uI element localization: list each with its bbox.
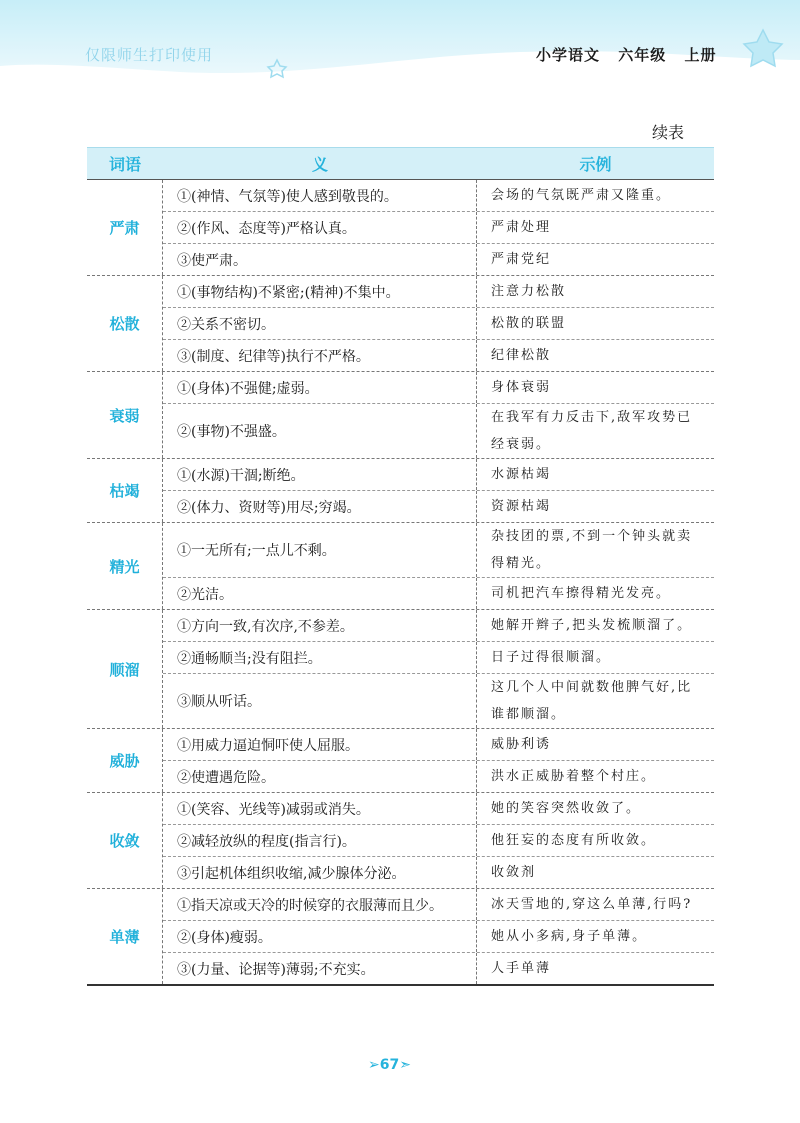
word-term: 严肃 [87,180,163,275]
example-cell: 洪水正威胁着整个村庄。 [491,769,657,784]
table-row [163,610,714,641]
example-cell: 严肃处理 [491,220,552,235]
example-cell: 她的笑容突然收敛了。 [491,801,642,816]
meaning-cell: ①指天凉或天冷的时候穿的衣服薄而且少。 [163,889,477,920]
table-row [163,641,714,673]
meaning-cell: ①(水源)干涸;断绝。 [163,459,477,490]
example-cell: 人手单薄 [491,961,552,976]
example-cell: 纪律松散 [491,348,552,363]
meaning-cell: ②减轻放纵的程度(指言行)。 [163,825,477,856]
example-cell: 这几个人中间就数他脾气好,比谁都顺溜。 [491,680,693,722]
meaning-cell: ①方向一致,有次序,不参差。 [163,610,477,641]
example-cell: 冰天雪地的,穿这么单薄,行吗? [491,897,693,912]
meaning-cell: ②关系不密切。 [163,308,477,339]
header-example: 示例 [579,155,612,174]
table-row [163,180,714,211]
table-row [163,824,714,856]
example-cell: 她解开辫子,把头发梳顺溜了。 [491,618,693,633]
table-row [163,793,714,824]
example-cell: 注意力松散 [491,284,567,299]
meaning-cell: ③(力量、论据等)薄弱;不充实。 [163,953,477,984]
volume-label: 上册 [684,46,717,64]
table-row [163,459,714,490]
meaning-cell: ①(身体)不强健;虚弱。 [163,372,477,403]
table-row [163,856,714,888]
word-group [87,792,714,888]
meaning-cell: ②(身体)瘦弱。 [163,921,477,952]
word-group [87,728,714,792]
meaning-cell: ③引起机体组织收缩,减少腺体分泌。 [163,857,477,888]
meaning-cell: ①(神情、气氛等)使人感到敬畏的。 [163,180,477,211]
vocabulary-table [87,147,714,986]
example-cell: 松散的联盟 [491,316,567,331]
meaning-cell: ②(体力、资财等)用尽;穷竭。 [163,491,477,522]
table-row [163,952,714,984]
meaning-cell: ②(作风、态度等)严格认真。 [163,212,477,243]
table-row [163,490,714,522]
table-row [163,889,714,920]
page-number-value: 67 [379,1057,400,1073]
word-group [87,888,714,984]
word-term: 单薄 [87,889,163,984]
word-group [87,371,714,458]
meaning-cell: ①一无所有;一点儿不剩。 [163,523,477,577]
word-term: 衰弱 [87,372,163,458]
example-cell: 资源枯竭 [491,499,552,514]
example-cell: 会场的气氛既严肃又隆重。 [491,188,672,203]
subject-label: 小学语文 [536,46,601,64]
table-row [163,920,714,952]
example-cell: 他狂妄的态度有所收敛。 [491,833,657,848]
meaning-cell: ①(笑容、光线等)减弱或消失。 [163,793,477,824]
table-row [163,403,714,458]
table-row [163,276,714,307]
meaning-cell: ③使严肃。 [163,244,477,275]
table-row [163,760,714,792]
watermark-text: 仅限师生打印使用 [85,46,214,64]
table-body [87,179,714,984]
book-title [536,44,729,65]
page-right-arrow-icon: ➣ [399,1057,411,1073]
grade-label: 六年级 [618,46,667,64]
example-cell: 严肃党纪 [491,252,552,267]
meaning-cell: ②光洁。 [163,578,477,609]
table-row [163,577,714,609]
word-term: 收敛 [87,793,163,888]
example-cell: 身体衰弱 [491,380,552,395]
table-row [163,729,714,760]
table-header [87,147,714,179]
example-cell: 威胁利诱 [491,737,552,752]
word-group [87,609,714,728]
example-cell: 收敛剂 [491,865,537,880]
table-row [163,673,714,728]
word-group [87,522,714,609]
page-number [368,1057,411,1073]
table-row [163,307,714,339]
table-row [163,339,714,371]
meaning-cell: ②(事物)不强盛。 [163,404,477,458]
word-group [87,179,714,275]
word-term: 威胁 [87,729,163,792]
meaning-cell: ②使遭遇危险。 [163,761,477,792]
table-row [163,243,714,275]
example-cell: 她从小多病,身子单薄。 [491,929,648,944]
example-cell: 司机把汽车擦得精光发亮。 [491,586,672,601]
word-term: 精光 [87,523,163,609]
header-word: 词语 [108,155,141,174]
meaning-cell: ③(制度、纪律等)执行不严格。 [163,340,477,371]
example-cell: 日子过得很顺溜。 [491,650,612,665]
word-term: 松散 [87,276,163,371]
example-cell: 在我军有力反击下,敌军攻势已经衰弱。 [491,410,693,452]
word-term: 顺溜 [87,610,163,728]
table-row [163,372,714,403]
meaning-cell: ①(事物结构)不紧密;(精神)不集中。 [163,276,477,307]
word-group [87,458,714,522]
word-term: 枯竭 [87,459,163,522]
continued-label: 续表 [652,123,685,142]
example-cell: 水源枯竭 [491,467,552,482]
meaning-cell: ②通畅顺当;没有阻拦。 [163,642,477,673]
example-cell: 杂技团的票,不到一个钟头就卖得精光。 [491,529,693,571]
word-group [87,275,714,371]
page-left-arrow-icon: ➢ [368,1057,380,1073]
meaning-cell: ①用威力逼迫恫吓使人屈服。 [163,729,477,760]
header-meaning: 义 [311,155,328,174]
table-row [163,211,714,243]
meaning-cell: ③顺从听话。 [163,674,477,728]
table-row [163,523,714,577]
